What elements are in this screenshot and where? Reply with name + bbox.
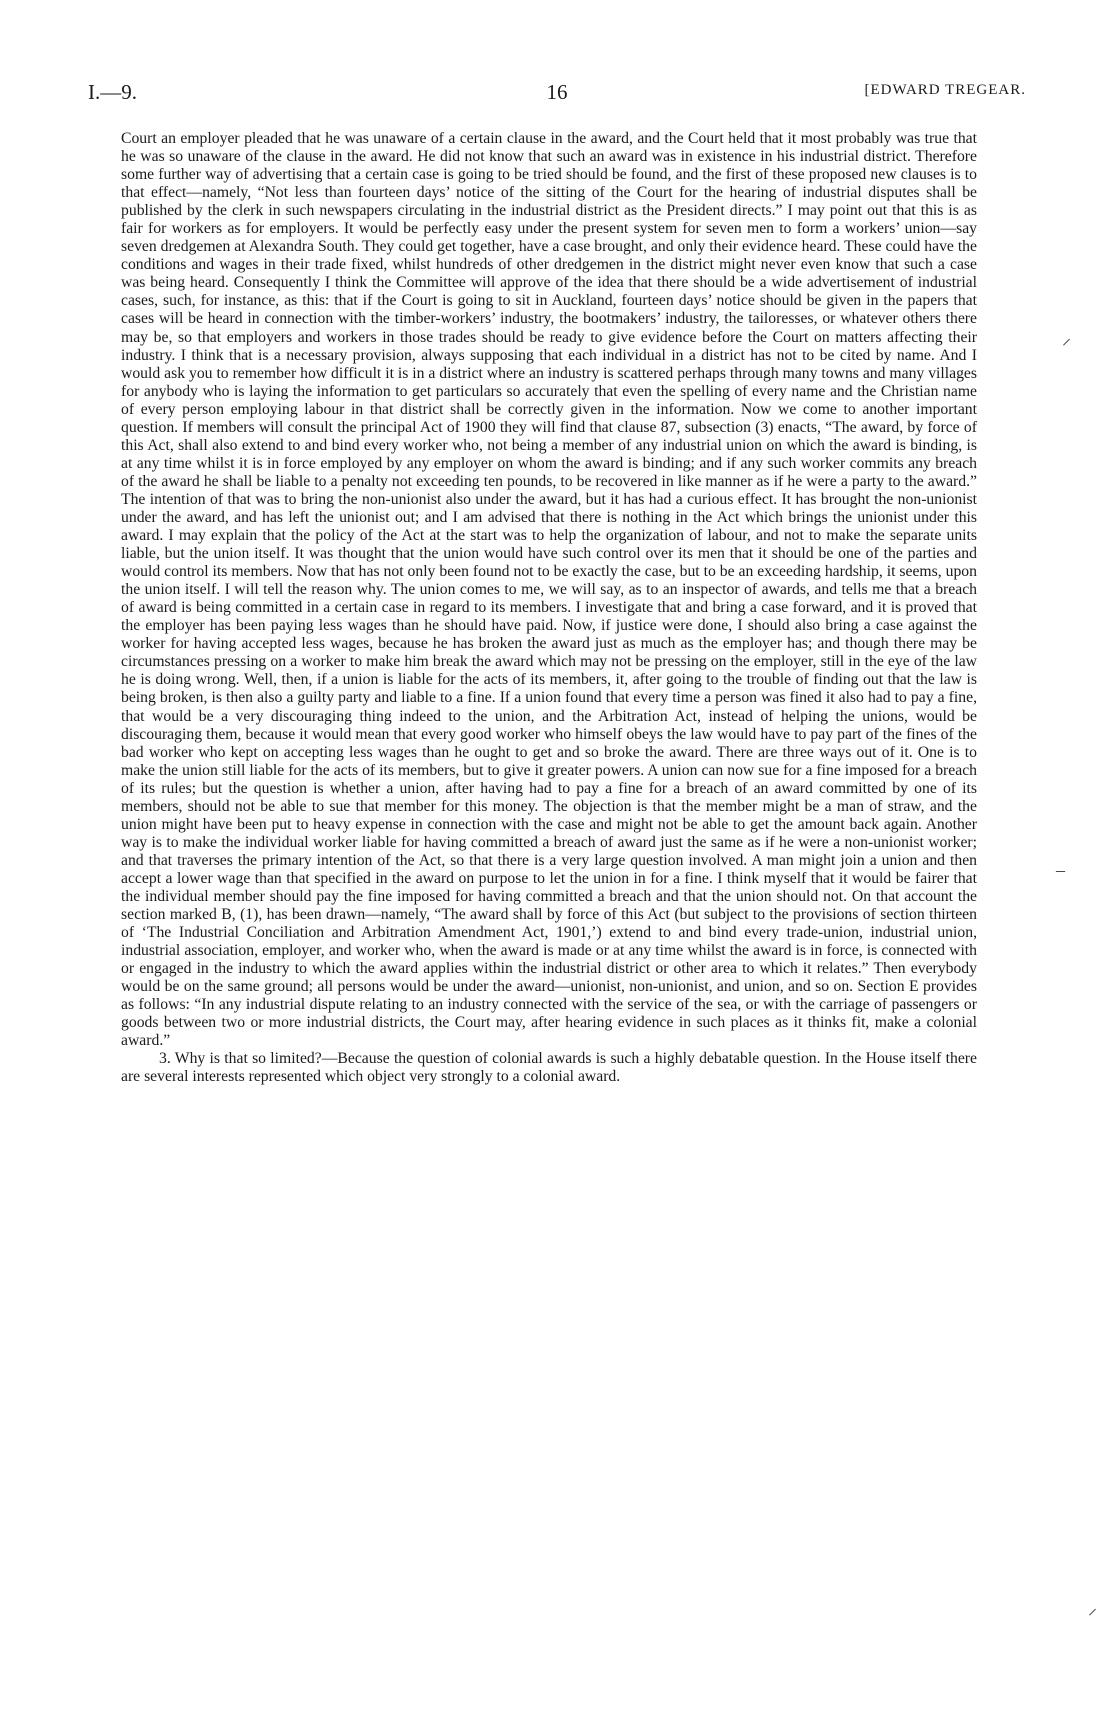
page-header xyxy=(88,80,1026,110)
margin-mark: ⸝ xyxy=(1062,328,1071,348)
page-number: 16 xyxy=(546,80,568,104)
body-text xyxy=(121,130,977,1086)
margin-mark: ⸝ xyxy=(1088,1598,1097,1618)
paragraph: 3. Why is that so limited?—Because the question of colonial awards is such a highly debatable question. In the House itself there are several interests represented which object very strongly to a colonial award. xyxy=(121,1050,977,1086)
paper-reference: I.—9. xyxy=(88,80,137,104)
paragraph: Court an employer pleaded that he was unaware of a certain clause in the award, and the Court held that it most probably was true that he was so unaware of the clause in the award. He did not know that such an award was in existence in his industrial district. Therefore some further way of advertising that a certain case is going to be tried should be found, and the first of these proposed new clauses is to that effect—namely, “Not less than fourteen days’ notice of the sitting of the Court for the hearing of industrial disputes shall be published by the clerk in such newspapers circulating in the industrial district as the President directs.” I may point out that this is as fair for workers as for employers. It would be perfectly easy under the present system for seven men to form a workers’ union—say seven dredgemen at Alexandra South. They could get together, have a case brought, and only their evidence heard. These could have the conditions and wages in their trade fixed, whilst hundreds of other dredgemen in the district might never even know that such a case was being heard. Consequently I think the Committee will approve of the idea that there should be a wide advertisement of industrial cases, such, for instance, as this: that if the Court is going to sit in Auckland, fourteen days’ notice should be given in the papers that cases will be heard in connection with the timber-workers’ industry, the bootmakers’ industry, the tailoresses, or whatever others there may be, so that employers and workers in those trades should be ready to give evidence before the Court on matters affecting their industry. I think that is a necessary provision, always supposing that each individual in a district has not to be cited by name. And I would ask you to remember how difficult it is in a district where an industry is scattered perhaps through many towns and many villages for anybody who is laying the information to get particulars so accurately that even the spelling of every name and the Christian name of every person employing labour in that district shall be correctly given in the information. Now we come to another important question. If members will consult the principal Act of 1900 they will find that clause 87, subsection (3) enacts, “The award, by force of this Act, shall also extend to and bind every worker who, not being a member of any industrial union on which the award is binding, is at any time whilst it is in force employed by any employer on whom the award is binding; and if any such worker commits any breach of the award he shall be liable to a penalty not exceeding ten pounds, to be recovered in like manner as if he were a party to the award.” The intention of that was to bring the non-unionist also under the award, but it has had a curious effect. It has brought the non-unionist under the award, and has left the unionist out; and I am advised that there is nothing in the Act which brings the unionist under this award. I may explain that the policy of the Act at the start was to help the organization of labour, and not to make the separate units liable, but the union itself. It was thought that the union would have such control over its men that it should be one of the parties and would control its members. Now that has not only been found not to be exactly the case, but to be an exceeding hardship, it seems, upon the union itself. I will tell the reason why. The union comes to me, we will say, as to an inspector of awards, and tells me that a breach of award is being committed in a certain case in regard to its members. I investigate that and bring a case forward, and it is proved that the employer has been paying less wages than he should have paid. Now, if justice were done, I should also bring a case against the worker for having accepted less wages, because he has broken the award just as much as the employer has; and though there may be circumstances pressing on a worker to make him break the award which may not be pressing on the employer, still in the eye of the law he is doing wrong. Well, then, if a union is liable for the acts of its members, it, after going to the trouble of finding out that the law is being broken, is then also a guilty party and liable to a fine. If a union found that every time a person was fined it also had to pay a fine, that would be a very discouraging thing indeed to the union, and the Arbitration Act, instead of helping the unions, would be discouraging them, because it would mean that every good worker who himself obeys the law would have to pay part of the fines of the bad worker who kept on accepting less wages than he ought to get and so broke the award. There are three ways out of it. One is to make the union still liable for the acts of its members, but to give it greater powers. A union can now sue for a fine imposed for a breach of its rules; but the question is whether a union, after having had to pay a fine for a breach of an award committed by one of its members, should not be able to sue that member for this money. The objection is that the member might be a man of straw, and the union might have been put to heavy expense in connection with the case and might not be able to get the amount back again. Another way is to make the individual worker liable for having committed a breach of award just the same as if he were a non-unionist worker; and that traverses the primary intention of the Act, so that there is a very large question involved. A man might join a union and then accept a lower wage than that specified in the award on purpose to let the union in for a fine. I think myself that it would be fairer that the individual member should pay the fine imposed for having committed a breach and that the union should not. On that account the section marked B, (1), has been drawn—namely, “The award shall by force of this Act (but subject to the provisions of section thirteen of ‘The Industrial Conciliation and Arbitration Amendment Act, 1901,’) extend to and bind every trade-union, industrial union, industrial association, employer, and worker who, when the award is made or at any time whilst the award is in force, is connected with or engaged in the industry to which the award applies within the industrial district or other area to which it relates.” Then everybody would be on the same ground; all persons would be under the award—unionist, non-unionist, and union, and so on. Section E provides as follows: “In any industrial dispute relating to an industry connected with the service of the sea, or with the carriage of passengers or goods between two or more industrial districts, the Court may, after hearing evidence in such places as it thinks fit, make a colonial award.” xyxy=(121,130,977,1050)
margin-mark: – xyxy=(1056,860,1065,880)
speaker-name: [EDWARD TREGEAR. xyxy=(864,82,1026,98)
